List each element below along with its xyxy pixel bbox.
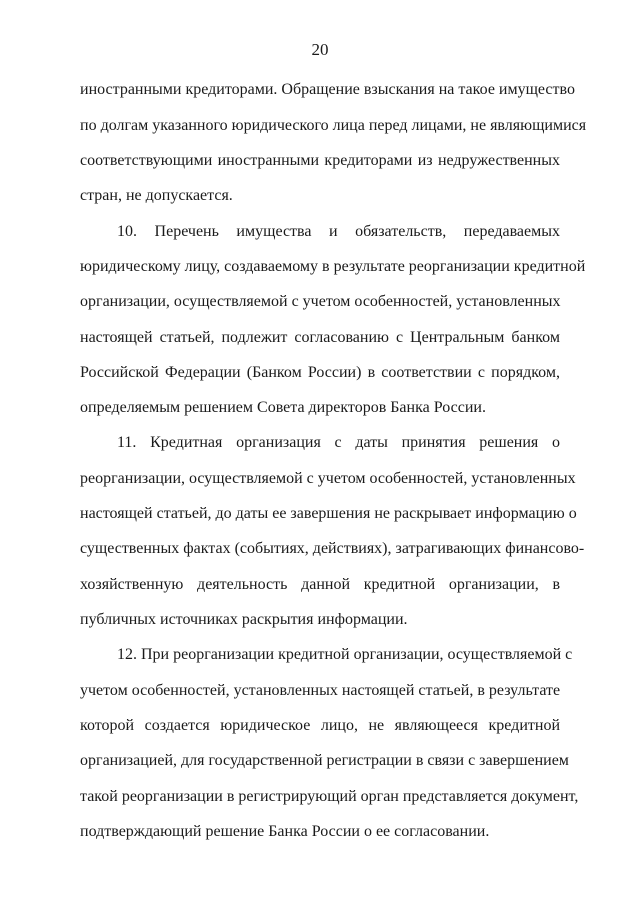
text-line: юридическому лицу, создаваемому в результате реорганизации кредитной [80,258,586,275]
text-line: которой создается юридическое лицо, не являющееся кредитной [80,717,560,734]
text-line: определяемым решением Совета директоров Банка России. [80,399,486,416]
text-line: соответствующими иностранными кредиторами из недружественных [80,152,560,169]
text-line: организации, осуществляемой с учетом особенностей, установленных [80,293,561,310]
paragraph-11-first-line: 11. Кредитная организация с даты принятия решения о [117,434,560,451]
text-line: такой реорганизации в регистрирующий орган представляется документ, [80,788,579,805]
text-line: стран, не допускается. [80,187,233,204]
text-line: хозяйственную деятельность данной кредитной организации, в [80,576,560,593]
paragraph-10-first-line: 10. Перечень имущества и обязательств, передаваемых [117,223,560,240]
text-line: реорганизации, осуществляемой с учетом особенностей, установленных [80,470,576,487]
text-line: учетом особенностей, установленных настоящей статьей, в результате [80,682,561,699]
text-line: настоящей статьей, до даты ее завершения не раскрывает информацию о [80,505,577,522]
text-line: существенных фактах (событиях, действиях), затрагивающих финансово- [80,540,585,557]
text-line: Российской Федерации (Банком России) в соответствии с порядком, [80,364,560,381]
text-line: организацией, для государственной регистрации в связи с завершением [80,752,569,769]
text-line: по долгам указанного юридического лица перед лицами, не являющимися [80,117,587,134]
text-line: иностранными кредиторами. Обращение взыскания на такое имущество [80,81,575,98]
text-line: настоящей статьей, подлежит согласованию с Центральным банком [80,329,560,346]
page-number: 20 [311,40,329,59]
text-line: подтверждающий решение Банка России о ее согласовании. [80,823,490,840]
paragraph-12-first-line: 12. При реорганизации кредитной организации, осуществляемой с [117,646,573,663]
text-line: публичных источниках раскрытия информации. [80,611,408,628]
